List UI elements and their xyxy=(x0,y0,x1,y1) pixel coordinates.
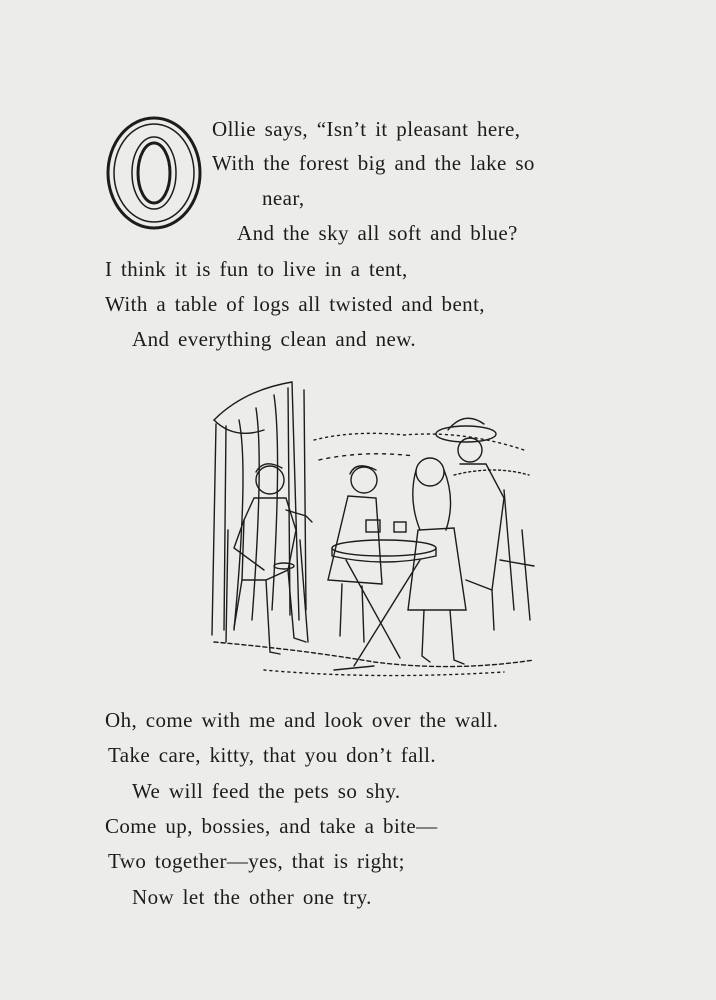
stanza2-line-2: Take care, kitty, that you don’t fall. xyxy=(108,743,436,767)
stanza2-line-6: Now let the other one try. xyxy=(132,885,372,909)
drop-cap-o-icon xyxy=(104,114,204,232)
stanza1-line-4: And the sky all soft and blue? xyxy=(237,221,518,245)
stanza1-line-7: And everything clean and new. xyxy=(132,327,417,351)
stanza1-line-5: I think it is fun to live in a tent, xyxy=(105,257,408,281)
stanza2-line-3: We will feed the pets so shy. xyxy=(132,779,401,803)
stanza2-line-5: Two together—yes, that is right; xyxy=(108,849,405,873)
stanza1-line-6: With a table of logs all twisted and bent, xyxy=(105,292,485,316)
picnic-illustration xyxy=(204,380,539,682)
stanza1-line-3: near, xyxy=(262,186,305,210)
stanza1-line-1: Ollie says, “Isn’t it pleasant here, xyxy=(212,117,521,141)
stanza2-line-1: Oh, come with me and look over the wall. xyxy=(105,708,499,732)
stanza1-line-2: With the forest big and the lake so xyxy=(212,151,535,175)
stanza2-line-4: Come up, bossies, and take a bite— xyxy=(105,814,438,838)
